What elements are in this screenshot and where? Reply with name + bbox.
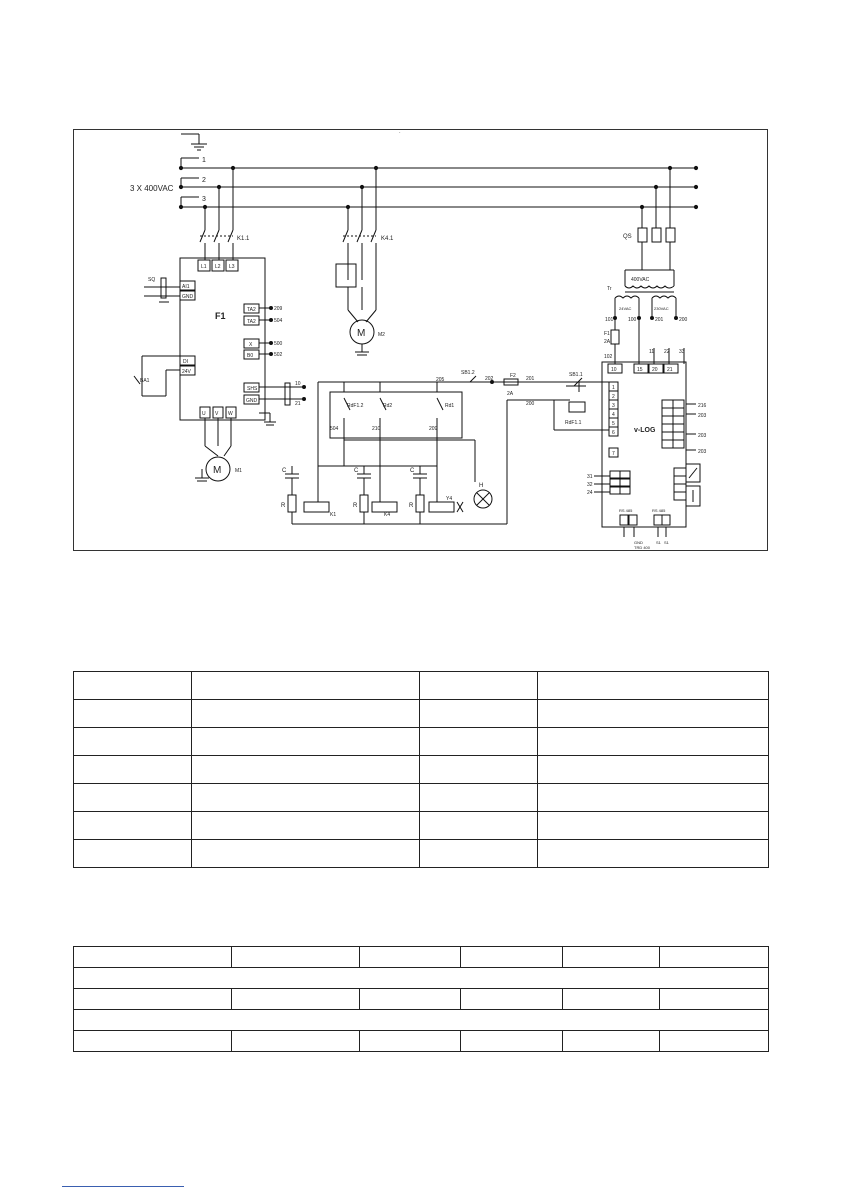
controller-left-4: 4	[612, 412, 615, 418]
wire-label-210: 210	[372, 426, 381, 432]
table-cell	[538, 700, 769, 728]
transformer-secondary-left: 24VAC	[619, 306, 632, 311]
table-cell	[191, 756, 419, 784]
table-cell	[563, 947, 660, 968]
inverter-terminal-l3: L3	[229, 264, 235, 270]
table-cell	[538, 728, 769, 756]
table-cell	[419, 812, 538, 840]
wire-label-209b: 209	[429, 426, 438, 432]
coil-label-y4: Y4	[446, 496, 453, 502]
table-cell	[419, 672, 538, 700]
ground-symbol-top	[181, 134, 207, 150]
wire-label-200: 200	[526, 401, 535, 407]
controller-left-6: 6	[612, 430, 615, 436]
inverter-terminal-shs: SHS	[247, 386, 258, 392]
inverter-terminal-ai1: AI1	[182, 284, 190, 290]
table-row	[74, 784, 769, 812]
table-cell	[191, 840, 419, 868]
controller-terminal-15: 15	[637, 367, 643, 373]
table-row	[74, 840, 769, 868]
wire-label-201: 201	[526, 376, 535, 382]
phase-label-2: 2	[202, 177, 206, 184]
controller-s1b: S1	[664, 540, 669, 545]
controller-terminal-33: 33	[679, 349, 685, 355]
table-row	[74, 672, 769, 700]
inverter-terminal-b0: B0	[247, 353, 254, 359]
table-cell	[660, 1031, 769, 1052]
rc-label-c1: C	[282, 468, 287, 474]
rc-label-c2: C	[354, 468, 359, 474]
inverter-terminal-gnd2: GND	[246, 398, 258, 404]
wire-label-202: 202	[485, 376, 494, 382]
fuse-f2-label: F2	[510, 373, 516, 379]
supply-label: 3 X 400VAC	[130, 184, 174, 193]
controller-label: v-LOG	[634, 427, 656, 434]
table-row	[74, 812, 769, 840]
phase-label-3: 3	[202, 196, 206, 203]
table-cell	[563, 989, 660, 1010]
wire-label-21: 21	[295, 401, 301, 407]
controller-rs485-a: RS 485	[619, 508, 633, 513]
coil-label-k1: K1	[330, 512, 337, 518]
relay-label-rdf12: RdF1.2	[347, 403, 364, 409]
sensor-ba1	[134, 356, 180, 396]
switch-sb1-2-fuse-f2	[462, 376, 579, 385]
inverter-terminal-24v: 24V	[182, 369, 191, 375]
fuse-f2-rating: 2A	[507, 391, 514, 397]
controller-wire-203a: 203	[698, 413, 707, 419]
controller-left-2: 2	[612, 394, 615, 400]
controller-wire-24: 24	[587, 490, 593, 496]
inverter-terminal-di: DI	[183, 359, 188, 365]
inverter-terminal-ta2b: TA2	[247, 319, 256, 325]
wiring-schematic	[73, 129, 768, 551]
table-cell	[660, 989, 769, 1010]
table-cell	[74, 756, 192, 784]
breaker-qs-label: QS	[623, 234, 632, 240]
table-row	[74, 700, 769, 728]
mains-lines	[179, 158, 697, 209]
rc-coils	[285, 466, 463, 524]
table-cell	[419, 700, 538, 728]
controller-wire-32: 32	[587, 482, 593, 488]
inverter-terminal-l1: L1	[201, 264, 207, 270]
table-row	[74, 968, 769, 989]
table-cell	[231, 989, 359, 1010]
inverter-terminal-w: W	[228, 411, 233, 417]
table-row	[74, 1010, 769, 1031]
switch-sb1-1	[554, 378, 609, 430]
controller-rs485-b: RS 485	[652, 508, 666, 513]
switch-sb11-label: SB1.1	[569, 372, 583, 378]
controller-terminal-20: 20	[652, 367, 658, 373]
inverter-terminal-u: U	[202, 411, 206, 417]
wire-label-504b: 504	[330, 426, 339, 432]
motor-m1-label: M1	[235, 468, 242, 474]
table-cell	[461, 1031, 563, 1052]
wire-label-502: 502	[274, 352, 283, 358]
inverter-output-wires	[259, 307, 306, 426]
motor-m2-symbol: M	[357, 328, 366, 339]
table-cell	[419, 756, 538, 784]
phase-label-1: 1	[202, 157, 206, 164]
controller-left-3: 3	[612, 403, 615, 409]
table-cell	[461, 947, 563, 968]
wire-label-500: 500	[274, 341, 283, 347]
contactor-k11-label: K1.1	[237, 236, 250, 242]
table-row	[74, 728, 769, 756]
breaker-qs	[638, 166, 675, 270]
table-cell	[74, 1010, 769, 1031]
controller-trd: TRD 400	[634, 545, 651, 550]
inverter-terminal-gnd: GND	[182, 294, 194, 300]
controller-wire-216: 216	[698, 403, 707, 409]
table-cell	[563, 1031, 660, 1052]
footer-link-underline	[62, 1186, 184, 1187]
table-row	[74, 1031, 769, 1052]
relay-label-rd2: Rd2	[383, 403, 393, 409]
controller-terminal-21: 21	[667, 367, 673, 373]
table-cell	[231, 947, 359, 968]
inverter-terminal-v: V	[215, 411, 219, 417]
table-cell	[191, 784, 419, 812]
table-cell	[359, 989, 461, 1010]
table-cell	[74, 812, 192, 840]
table-cell	[191, 812, 419, 840]
sensor-ba-label: BA1	[140, 378, 150, 384]
table-cell	[359, 947, 461, 968]
contactor-k41-label: K4.1	[381, 236, 394, 242]
inverter-block	[180, 258, 265, 420]
table-cell	[74, 989, 232, 1010]
table-cell	[419, 728, 538, 756]
controller-left-5: 5	[612, 421, 615, 427]
transformer-wire-100: 100	[628, 317, 637, 323]
inverter-label: F1	[215, 311, 226, 321]
table-cell	[191, 700, 419, 728]
relay-rdf11-label: RdF1.1	[565, 420, 582, 426]
table-cell	[461, 989, 563, 1010]
table-row	[74, 947, 769, 968]
table-cell	[359, 1031, 461, 1052]
table-cell	[419, 840, 538, 868]
table-cell	[191, 672, 419, 700]
controller-s1a: S1	[656, 540, 661, 545]
motor-m1-symbol: M	[213, 465, 222, 476]
table-cell	[74, 1031, 232, 1052]
wire-label-504: 504	[274, 318, 283, 324]
table-cell	[74, 700, 192, 728]
table-cell	[191, 728, 419, 756]
controller-wire-31: 31	[587, 474, 593, 480]
fuse-f1-label: F1	[604, 331, 610, 337]
controller-terminal-11: 11	[649, 349, 655, 355]
inverter-terminal-x: X	[249, 342, 253, 348]
table-1	[73, 671, 769, 868]
table-cell	[74, 968, 769, 989]
sensor-sq-label: SQ	[148, 277, 156, 283]
table-cell	[538, 672, 769, 700]
table-row	[74, 989, 769, 1010]
controller-left-1: 1	[612, 385, 615, 391]
rc-label-r2: R	[353, 503, 358, 509]
schematic-drawing	[74, 130, 769, 552]
controller-vlog	[594, 348, 700, 537]
transformer-wire-200: 200	[679, 317, 688, 323]
inverter-terminal-ta2a: TA2	[247, 307, 256, 313]
wire-label-205: 205	[436, 377, 445, 383]
controller-gnd: GND	[634, 540, 643, 545]
transformer-label: Tr	[607, 286, 612, 292]
transformer-secondary-right: 230VAC	[654, 306, 669, 311]
controller-terminal-22: 22	[664, 349, 670, 355]
controller-wire-203c: 203	[698, 449, 707, 455]
transformer-primary-label: 400VAC	[631, 277, 650, 283]
rc-label-r3: R	[409, 503, 414, 509]
coil-label-k4: K4	[384, 512, 391, 518]
table-cell	[74, 947, 232, 968]
table-cell	[74, 728, 192, 756]
transformer-wire-201: 201	[655, 317, 664, 323]
rc-label-c3: C	[410, 468, 415, 474]
table-cell	[538, 756, 769, 784]
table-cell	[231, 1031, 359, 1052]
table-2	[73, 946, 769, 1052]
table-cell	[74, 784, 192, 812]
table-cell	[74, 840, 192, 868]
top-mark: ·	[399, 130, 401, 136]
table-cell	[538, 840, 769, 868]
controller-terminal-10: 10	[611, 367, 617, 373]
fuse-f1-rating: 2A	[604, 339, 611, 345]
table-cell	[419, 784, 538, 812]
controller-wire-203b: 203	[698, 433, 707, 439]
lamp-label: H	[479, 483, 484, 489]
relay-label-rd1: Rd1	[445, 403, 455, 409]
inverter-terminal-l2: L2	[215, 264, 221, 270]
table-cell	[660, 947, 769, 968]
table-cell	[74, 672, 192, 700]
contactor-k4-1	[336, 166, 378, 355]
rc-label-r1: R	[281, 503, 286, 509]
controller-left-7: 7	[612, 451, 615, 457]
table-cell	[538, 812, 769, 840]
motor-m2-label: M2	[378, 332, 385, 338]
transformer-wire-101: 101	[605, 317, 614, 323]
table-row	[74, 756, 769, 784]
switch-sb12-label: SB1.2	[461, 370, 475, 376]
table-cell	[538, 784, 769, 812]
fuse-f1-wire: 102	[604, 354, 613, 360]
wire-label-209: 209	[274, 306, 283, 312]
wire-label-10: 10	[295, 381, 301, 387]
